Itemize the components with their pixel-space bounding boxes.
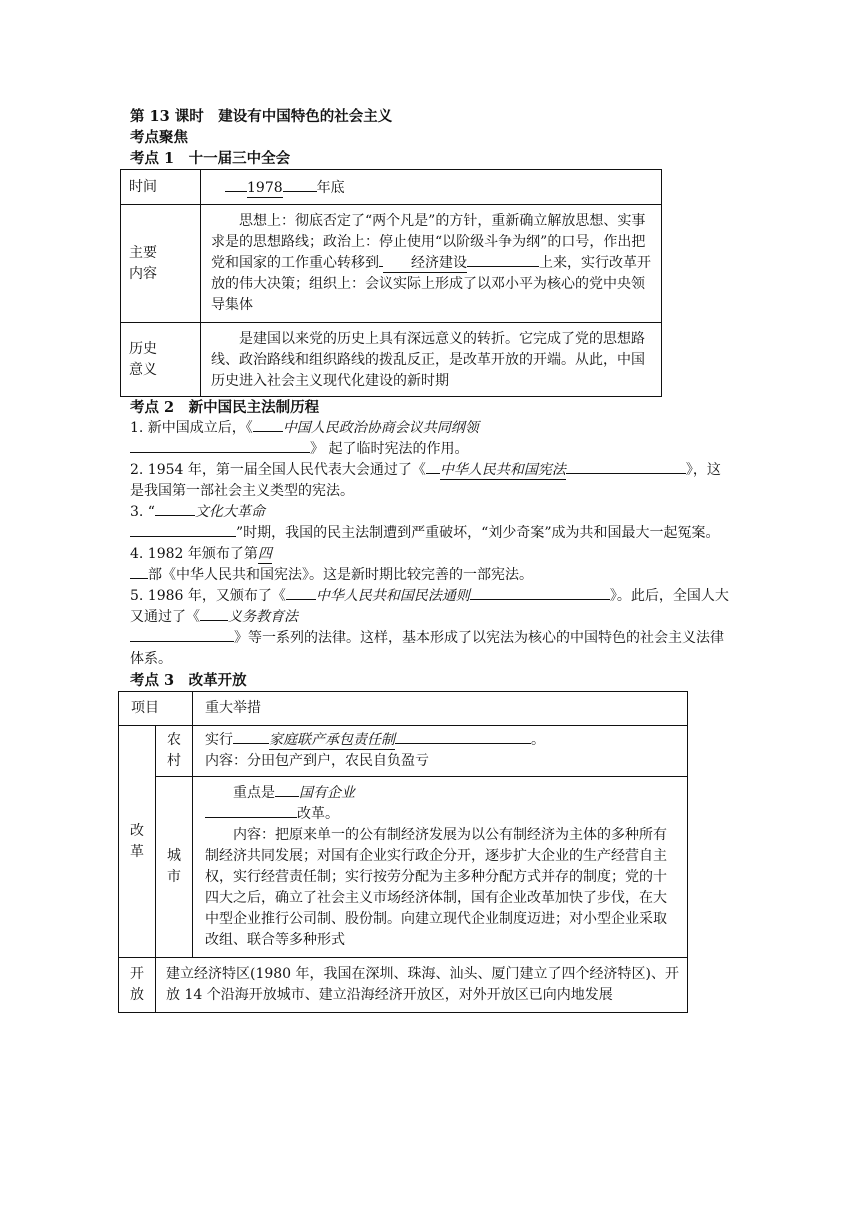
table-row [119, 958, 688, 1013]
urban-label: 城 市 [156, 777, 193, 958]
table-row [121, 205, 662, 323]
item-text: 》 起了临时宪法的作用。 [310, 441, 469, 457]
blank [275, 796, 299, 797]
row-value [201, 170, 662, 205]
focus-heading: 考点聚焦 [130, 129, 188, 146]
blank [130, 452, 310, 453]
row-key: 时间 [121, 170, 201, 205]
item-text: 5. 1986 年，又颁布了《 [130, 588, 286, 604]
cell-text: 内容：把原来单一的公有制经济发展为以公有制经济为主体的多种所有制经济共同发展；对国有企业实行政企分开，逐步扩大企业的生产经营自主权，实行经营责任制；实行按劳分配为主多种分配方式并存的制度；党的十四大之后，确立了社会主义市场经济体制，国有企业改革加快了步伐，在大中型企业推行公司制、股份制。向建立现代企业制度迈进；对小型企业采取改组、联合等多种形式 [205, 827, 667, 948]
table-row [121, 323, 662, 397]
row-key: 主要 内容 [121, 205, 201, 323]
answer: 中华人民共和国民法通则 [315, 588, 470, 604]
blank [470, 599, 610, 600]
cell-text: 改革。 [297, 806, 339, 822]
blank [395, 743, 531, 744]
list-item [130, 460, 730, 502]
answer: 1978 [247, 179, 283, 196]
answer: 义务教育法 [228, 609, 298, 625]
blank [155, 515, 195, 516]
blank [426, 473, 440, 474]
document-page [130, 106, 730, 1013]
row-value [201, 323, 662, 397]
cell-text: 。 [531, 732, 545, 748]
item-text: 1. 新中国成立后，《 [130, 420, 253, 436]
answer: 经济建设 [383, 255, 467, 273]
reform-label: 改 革 [119, 726, 156, 958]
blank [286, 599, 316, 600]
answer: 国有企业 [299, 785, 355, 801]
item-text: 》，这是我国第一部社会主义类型的宪法。 [130, 462, 721, 499]
answer: 家庭联产承包责任制 [269, 732, 395, 748]
item-text: 部《中华人民共和国宪法》。这是新时期比较完善的一部宪法。 [148, 567, 533, 583]
blank [233, 743, 269, 744]
urban-cell [193, 777, 688, 958]
list-item [130, 418, 730, 460]
item-text: 2. 1954 年，第一届全国人民代表大会通过了《 [130, 462, 426, 478]
table-row [119, 726, 688, 777]
blank [253, 431, 283, 432]
cell-text: 内容：分田包产到户，农民自负盈亏 [205, 753, 429, 769]
blank [130, 578, 148, 579]
item-text: 3. “ [130, 504, 155, 520]
row-text: 是建国以来党的历史上具有深远意义的转折。它完成了党的思想路线、政治路线和组织路线的拨乱反正，是改革开放的开端。从此，中国历史进入社会主义现代化建设的新时期 [211, 331, 645, 389]
blank [205, 817, 297, 818]
list-item [130, 586, 730, 670]
blank [467, 266, 539, 267]
item-text: 4. 1982 年颁布了第 [130, 546, 258, 562]
answer: 文化大革命 [194, 504, 265, 520]
point3-table [118, 691, 688, 1013]
blank [130, 641, 234, 642]
blank [225, 191, 247, 192]
blank [200, 620, 228, 621]
list-item [130, 502, 730, 544]
open-label: 开 放 [119, 958, 156, 1013]
row-text: 上来，实行改革开放的伟大决策；组织上：会议实际上形成了以邓小平为核心的党中央领导集体 [211, 255, 651, 313]
blank [130, 536, 236, 537]
table-row [121, 170, 662, 205]
lesson-title: 第 13 课时 建设有中国特色的社会主义 [130, 108, 393, 125]
point1-table [120, 169, 662, 397]
blank [566, 473, 686, 474]
rural-cell [193, 726, 688, 777]
point1-heading: 考点 1 十一届三中全会 [130, 150, 291, 167]
point2-heading: 考点 2 新中国民主法制历程 [130, 399, 320, 416]
table-row [119, 777, 688, 958]
item-text: 》等一系列的法律。这样，基本形成了以宪法为核心的中国特色的社会主义法律体系。 [130, 630, 724, 667]
row-text: 年底 [316, 179, 345, 196]
rural-label: 农 村 [156, 726, 193, 777]
item-text: 》。此后，全国人大又通过了《 [130, 588, 729, 625]
item-text: ”时期，我国的民主法制遭到严重破坏，“刘少奇案”成为共和国最大一起冤案。 [236, 525, 720, 541]
row-text: 思想上：彻底否定了“两个凡是”的方针，重新确立解放思想、实事求是的思想路线；政治上：停止使用“以阶级斗争为纲”的口号，作出把党和国家的工作重心转移到 [211, 213, 646, 271]
cell-text: 重点是 [233, 785, 275, 801]
row-value [201, 205, 662, 323]
list-item [130, 544, 730, 586]
answer: 四 [257, 546, 272, 562]
col-header: 项目 [119, 692, 193, 726]
table-row [119, 692, 688, 726]
blank [283, 191, 317, 192]
answer: 中国人民政治协商会议共同纲领 [282, 420, 479, 436]
open-cell: 建立经济特区(1980 年，我国在深圳、珠海、汕头、厦门建立了四个经济特区)、开放 14 个沿海开放城市、建立沿海经济开放区，对外开放区已向内地发展 [156, 958, 688, 1013]
answer: 中华人民共和国宪法 [439, 462, 566, 478]
row-key: 历史 意义 [121, 323, 201, 397]
cell-text: 实行 [205, 732, 233, 748]
col-header: 重大举措 [193, 692, 688, 726]
point3-heading: 考点 3 改革开放 [130, 672, 247, 689]
